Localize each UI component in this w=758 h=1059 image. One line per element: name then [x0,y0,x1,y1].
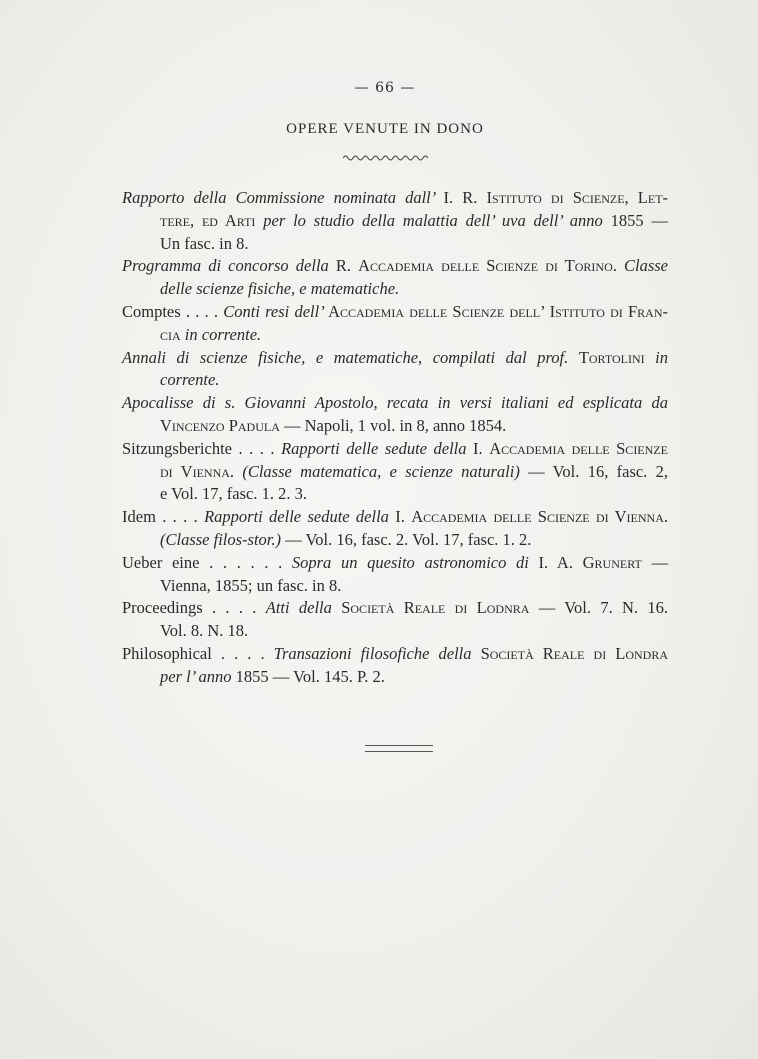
smallcaps-text: cia [160,324,185,344]
entry-line [122,324,668,347]
roman-text: Un fasc. in 8. [160,233,249,253]
roman-text: I. [473,438,490,458]
italic-text: Annali di scienze fisiche, e matematiche, compilati dal prof. [122,347,579,367]
entry-line [122,461,668,484]
smallcaps-text: Accademia delle Scienze dell’ Istituto di Fran- [328,301,668,321]
entry-line [122,575,668,598]
list-entry [122,347,668,393]
italic-text: Sopra un quesito astronomico di [291,552,539,572]
list-entry [122,506,668,552]
roman-text: I. A. [538,552,583,572]
roman-text: Philosophical . . . . [122,643,274,663]
roman-text: — Vol. 7. N. 16. [538,598,668,618]
smallcaps-text: Accademia delle Scienze di Torino. [358,256,624,276]
roman-text: Vol. 8. N. 18. [160,621,249,641]
entry-line [122,187,668,210]
italic-text: Rapporti delle sedute della [204,507,396,527]
roman-text: R. [335,256,359,276]
entry-line [122,233,668,256]
entry-line [122,301,668,324]
entry-line [122,643,668,666]
smallcaps-text: Grunert [582,552,652,572]
smallcaps-text: Società Reale di Lodnra [341,598,539,618]
entry-line [122,506,668,529]
entry-line [122,347,668,370]
roman-text: — Napoli, 1 vol. in 8, anno 1854. [284,415,507,435]
page-number: — 66 — [354,80,416,96]
list-entry [122,438,668,506]
italic-text: Programma di concorso della [122,256,336,276]
roman-text: Vienna, 1855; un fasc. in 8. [160,575,342,595]
section-title: OPERE VENUTE IN DONO [286,121,484,137]
entry-line [122,483,668,506]
italic-text: Transazioni filosofiche della [273,643,481,663]
list-entry [122,255,668,301]
roman-text: Idem . . . . [122,507,205,527]
list-entry [122,187,668,255]
entry-line [122,620,668,643]
roman-text: — [651,552,669,572]
roman-text: — Vol. 16, fasc. 2. Vol. 17, fasc. 1. 2. [285,529,532,549]
roman-text: 1855 — [610,210,668,230]
list-entry [122,301,668,347]
italic-text: Rapporto della Commissione nominata dall’ [122,188,444,207]
smallcaps-text: Vincenzo Padula [160,415,284,435]
italic-text: Apocalisse di s. Giovanni Apostolo, recata in versi italiani ed esplicata da [122,393,668,413]
smallcaps-text: Istituto di Scienze, Let- [486,188,669,207]
smallcaps-text: di Vienna. [160,461,243,481]
roman-text: I. R. [443,188,487,207]
entry-line [122,278,668,301]
entry-line [122,529,668,552]
smallcaps-text: Società Reale di Londra [480,643,668,663]
entry-line [122,415,668,438]
italic-text: per lo studio della malattia dell’ uva dell’ anno [263,210,611,230]
entry-line [122,392,668,415]
italic-text: Rapporti delle sedute della [281,438,474,458]
entry-line [122,552,668,575]
roman-text: Comptes . . . . [122,301,224,321]
roman-text: — Vol. 16, fasc. 2, [528,461,668,481]
italic-text: in corrente. [184,324,262,344]
list-entry [122,392,668,438]
italic-text: (Classe filos-stor.) [160,529,286,549]
italic-text: Conti resi dell’ [223,301,329,321]
roman-text: 1855 — Vol. 145. P. 2. [235,666,385,686]
italic-text: Classe [623,256,668,276]
roman-text: Ueber eine . . . . . . [122,552,292,572]
smallcaps-text: Accademia delle Scienze [489,438,668,458]
roman-text: Sitzungsberichte . . . . [122,438,282,458]
entry-line [122,210,668,233]
entry-line [122,255,668,278]
italic-text: Atti della [265,598,342,618]
entry-line [122,597,668,620]
roman-text: e Vol. 17, fasc. 1. 2. 3. [160,484,307,504]
entry-line [122,438,668,461]
donations-list [122,187,668,689]
entry-line [122,666,668,689]
roman-text: I. [395,507,412,527]
italic-text: per l’ anno [160,666,236,686]
entry-line [122,369,668,392]
italic-text: (Classe matematica, e scienze naturali) [242,461,529,481]
roman-text: Proceedings . . . . [122,598,266,618]
list-entry [122,552,668,598]
list-entry [122,643,668,689]
smallcaps-text: tere, ed Arti [160,210,264,230]
italic-text: corrente. [160,370,220,390]
italic-text: delle scienze fisiche, e matematiche. [160,279,400,299]
wavy-ornament [343,153,429,163]
smallcaps-text: Tortolini [578,347,656,367]
italic-text: in [655,347,669,367]
closing-double-rule [365,745,433,752]
smallcaps-text: Accademia delle Scienze di Vienna. [411,507,669,527]
list-entry [122,597,668,643]
